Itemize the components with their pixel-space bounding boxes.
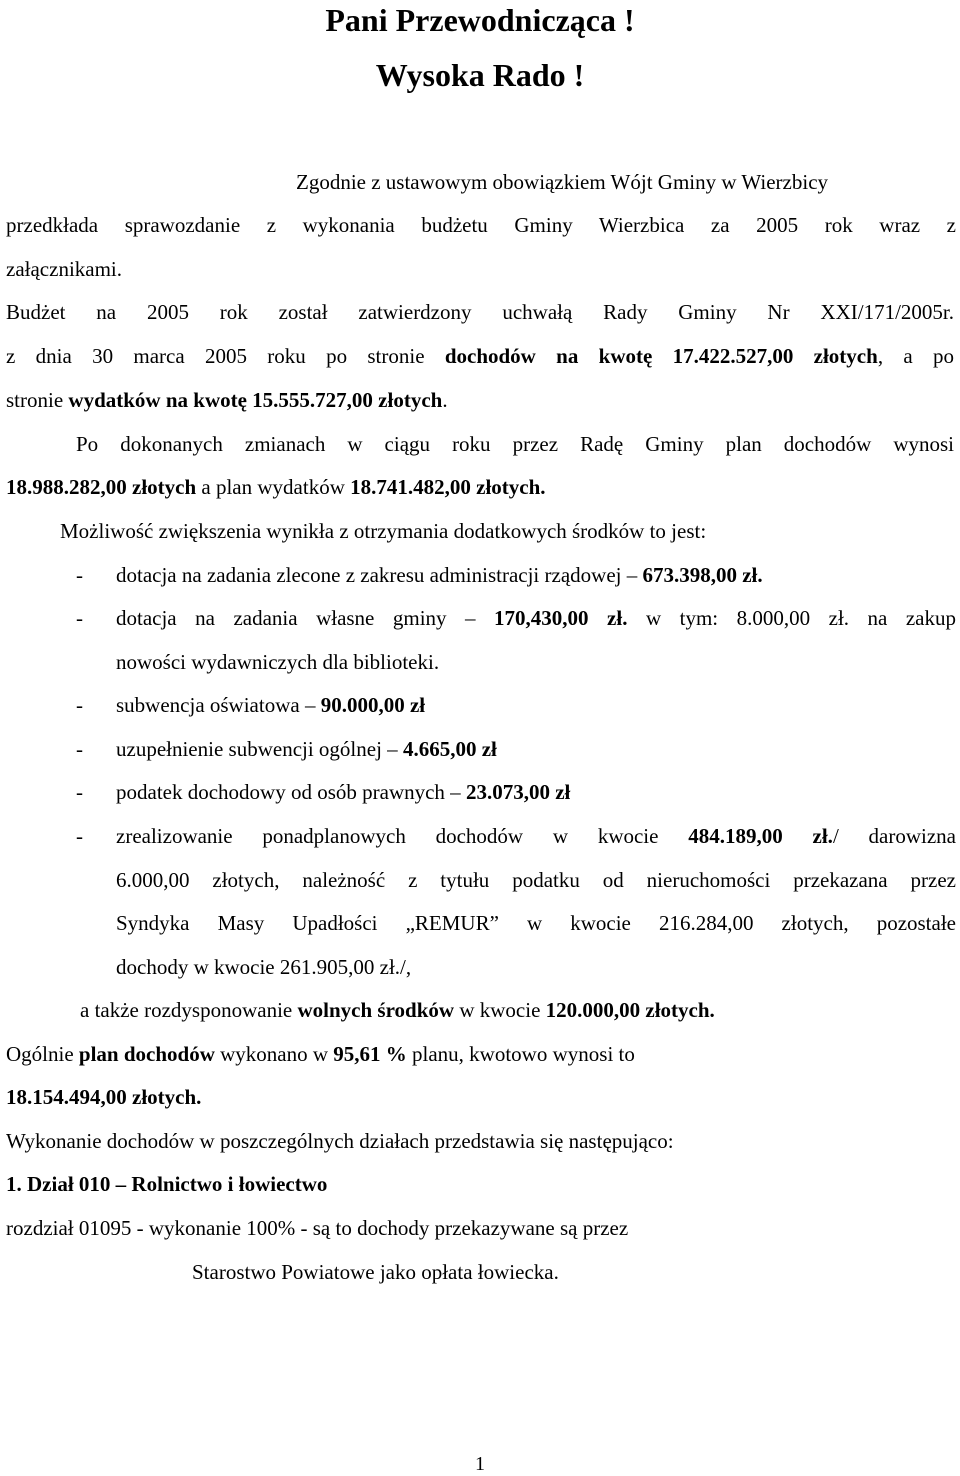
list-dash: - xyxy=(76,780,83,804)
section-1-line-2: Starostwo Powiatowe jako opłata łowiecka. xyxy=(192,1260,559,1284)
list-item-6: zrealizowanie ponadplanowych dochodów w kwocie 484.189,00 zł./ darowizna xyxy=(116,824,956,848)
list-item-1: dotacja na zadania zlecone z zakresu administracji rządowej – 673.398,00 zł. xyxy=(116,563,763,587)
total-line-2: 18.154.494,00 złotych. xyxy=(6,1085,202,1109)
intro-line-1: Zgodnie z ustawowym obowiązkiem Wójt Gminy w Wierzbicy xyxy=(296,170,829,194)
list-item-3: subwencja oświatowa – 90.000,00 zł xyxy=(116,693,426,717)
list-dash: - xyxy=(76,693,83,717)
budget-line-1: Budżet na 2005 rok został zatwierdzony uchwałą Rady Gminy Nr XXI/171/2005r. xyxy=(6,300,954,324)
list-item-6-cont-2: Syndyka Masy Upadłości „REMUR” w kwocie 216.284,00 złotych, pozostałe xyxy=(116,911,956,935)
list-item-6-cont-1: 6.000,00 złotych, należność z tytułu podatku od nieruchomości przekazana przez xyxy=(116,868,956,892)
page-number: 1 xyxy=(475,1453,485,1475)
section-1-title: 1. Dział 010 – Rolnictwo i łowiectwo xyxy=(6,1172,328,1196)
sections-intro: Wykonanie dochodów w poszczególnych działach przedstawia się następująco: xyxy=(6,1129,674,1153)
changes-line-2: 18.988.282,00 złotych a plan wydatków 18.741.482,00 złotych. xyxy=(6,475,546,499)
heading-line-1: Pani Przewodnicząca ! xyxy=(325,2,635,38)
free-funds-line: a także rozdysponowanie wolnych środków w kwocie 120.000,00 złotych. xyxy=(80,998,715,1022)
changes-line-1: Po dokonanych zmianach w ciągu roku przez Radę Gminy plan dochodów wynosi xyxy=(76,432,954,456)
list-dash: - xyxy=(76,737,83,761)
total-line-1: Ogólnie plan dochodów wykonano w 95,61 % planu, kwotowo wynosi to xyxy=(6,1042,635,1066)
list-dash: - xyxy=(76,563,83,587)
intro-line-2: przedkłada sprawozdanie z wykonania budżetu Gminy Wierzbica za 2005 rok wraz z xyxy=(6,213,956,237)
budget-line-3: stronie wydatków na kwotę 15.555.727,00 złotych. xyxy=(6,388,448,412)
list-item-2: dotacja na zadania własne gminy – 170,430,00 zł. w tym: 8.000,00 zł. na zakup xyxy=(116,606,956,630)
list-item-2-cont: nowości wydawniczych dla biblioteki. xyxy=(116,650,440,674)
increase-intro: Możliwość zwiększenia wynikła z otrzymania dodatkowych środków to jest: xyxy=(60,519,707,543)
heading-line-2: Wysoka Rado ! xyxy=(375,57,585,93)
list-item-4: uzupełnienie subwencji ogólnej – 4.665,00 zł xyxy=(116,737,497,761)
section-1-line-1: rozdział 01095 - wykonanie 100% - są to dochody przekazywane są przez xyxy=(6,1216,629,1240)
list-dash: - xyxy=(76,606,83,630)
list-item-6-cont-3: dochody w kwocie 261.905,00 zł./, xyxy=(116,955,412,979)
budget-line-2: z dnia 30 marca 2005 roku po stronie dochodów na kwotę 17.422.527,00 złotych, a po xyxy=(6,344,954,368)
list-item-5: podatek dochodowy od osób prawnych – 23.073,00 zł xyxy=(116,780,571,804)
intro-line-3: załącznikami. xyxy=(6,257,123,281)
list-dash: - xyxy=(76,824,83,848)
